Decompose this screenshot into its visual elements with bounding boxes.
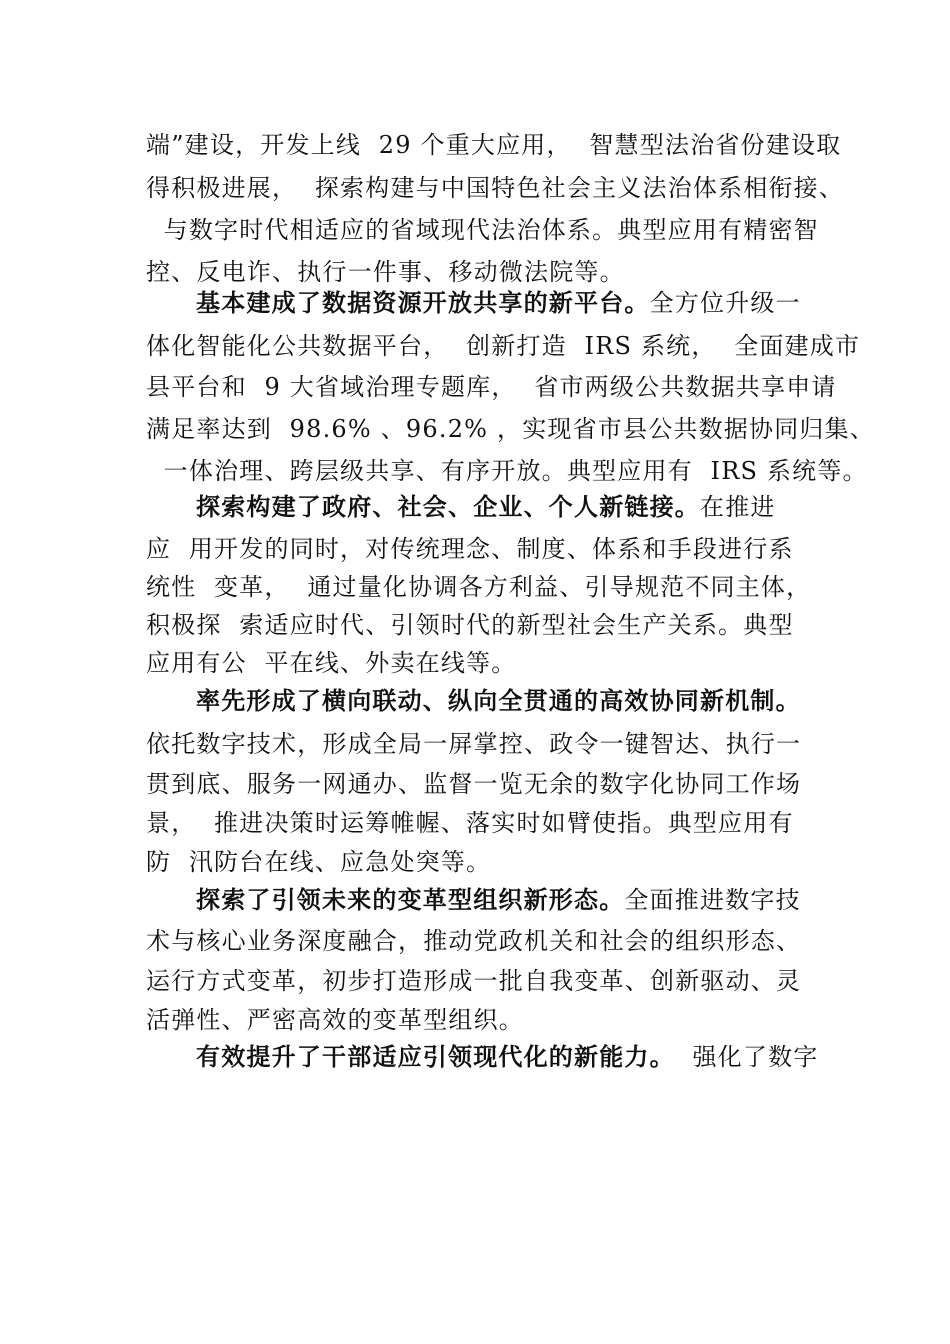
paragraph-3-line-2: 应 用开发的同时，对传统理念、制度、体系和手段进行系 xyxy=(146,535,794,563)
paragraph-4-line-4: 景， 推进决策时运筹帷幄、落实时如臂使指。典型应用有 xyxy=(146,809,794,837)
paragraph-3-line-4: 积极探 索适应时代、引领时代的新型社会生产关系。典型 xyxy=(146,611,794,639)
paragraph-4-lead: 率先形成了横向联动、纵向全贯通的高效协同新机制。 xyxy=(196,686,801,715)
paragraph-1-line-2: 得积极进展， 探索构建与中国特色社会主义法治体系相衔接、 xyxy=(146,174,845,202)
paragraph-2-lead: 基本建成了数据资源开放共享的新平台。 xyxy=(196,288,650,317)
paragraph-2-line-3: 县平台和 9 大省域治理专题库， 省市两级公共数据共享申请 xyxy=(146,373,837,401)
paragraph-4-line-1 xyxy=(196,684,801,718)
paragraph-5-line-3: 运行方式变革，初步打造形成一批自我变革、创新驱动、灵 xyxy=(146,967,802,995)
paragraph-2-line-2: 体化智能化公共数据平台， 创新打造 IRS 系统， 全面建成市 xyxy=(146,332,861,360)
paragraph-5-line-4: 活弹性、严密高效的变革型组织。 xyxy=(146,1006,524,1034)
paragraph-5-line-1 xyxy=(196,883,801,917)
paragraph-4-line-3: 贯到底、服务一网通办、监督一览无余的数字化协同工作场 xyxy=(146,770,802,798)
paragraph-2-line-1 xyxy=(196,286,801,320)
paragraph-4-line-2: 依托数字技术，形成全局一屏掌控、政令一键智达、执行一 xyxy=(146,730,802,758)
paragraph-1-line-3: 与数字时代相适应的省域现代法治体系。典型应用有精密智 xyxy=(146,216,819,244)
paragraph-3-line-1-text: 在推进 xyxy=(700,493,776,521)
paragraph-1-line-4: 控、反电诈、执行一件事、移动微法院等。 xyxy=(146,258,625,286)
paragraph-5-line-1-text: 全面推进数字技 xyxy=(624,886,801,914)
paragraph-3-line-1 xyxy=(196,490,776,524)
paragraph-2-line-5: 一体治理、跨层级共享、有序开放。典型应用有 IRS 系统等。 xyxy=(146,457,868,485)
paragraph-5-line-2: 术与核心业务深度融合，推动党政机关和社会的组织形态、 xyxy=(146,927,802,955)
paragraph-2-line-4: 满足率达到 98.6% 、96.2% ，实现省市县公共数据协同归集、 xyxy=(146,415,875,443)
paragraph-5-lead: 探索了引领未来的变革型组织新形态。 xyxy=(196,885,625,914)
paragraph-3-line-3: 统性 变革， 通过量化协调各方利益、引导规范不同主体， xyxy=(146,573,812,601)
paragraph-4-line-5: 防 汛防台在线、应急处突等。 xyxy=(146,848,492,876)
paragraph-2-line-1-text: 全方位升级一 xyxy=(649,289,801,317)
paragraph-3-lead: 探索构建了政府、社会、企业、个人新链接。 xyxy=(196,492,700,521)
paragraph-6-lead: 有效提升了干部适应引领现代化的新能力。 xyxy=(196,1042,675,1071)
paragraph-6-line-1 xyxy=(196,1040,818,1074)
paragraph-1-line-1: 端”建设，开发上线 29 个重大应用， 智慧型法治省份建设取 xyxy=(146,131,842,159)
paragraph-6-line-1-text: 强化了数字 xyxy=(674,1043,819,1071)
paragraph-3-line-5: 应用有公 平在线、外卖在线等。 xyxy=(146,649,517,677)
